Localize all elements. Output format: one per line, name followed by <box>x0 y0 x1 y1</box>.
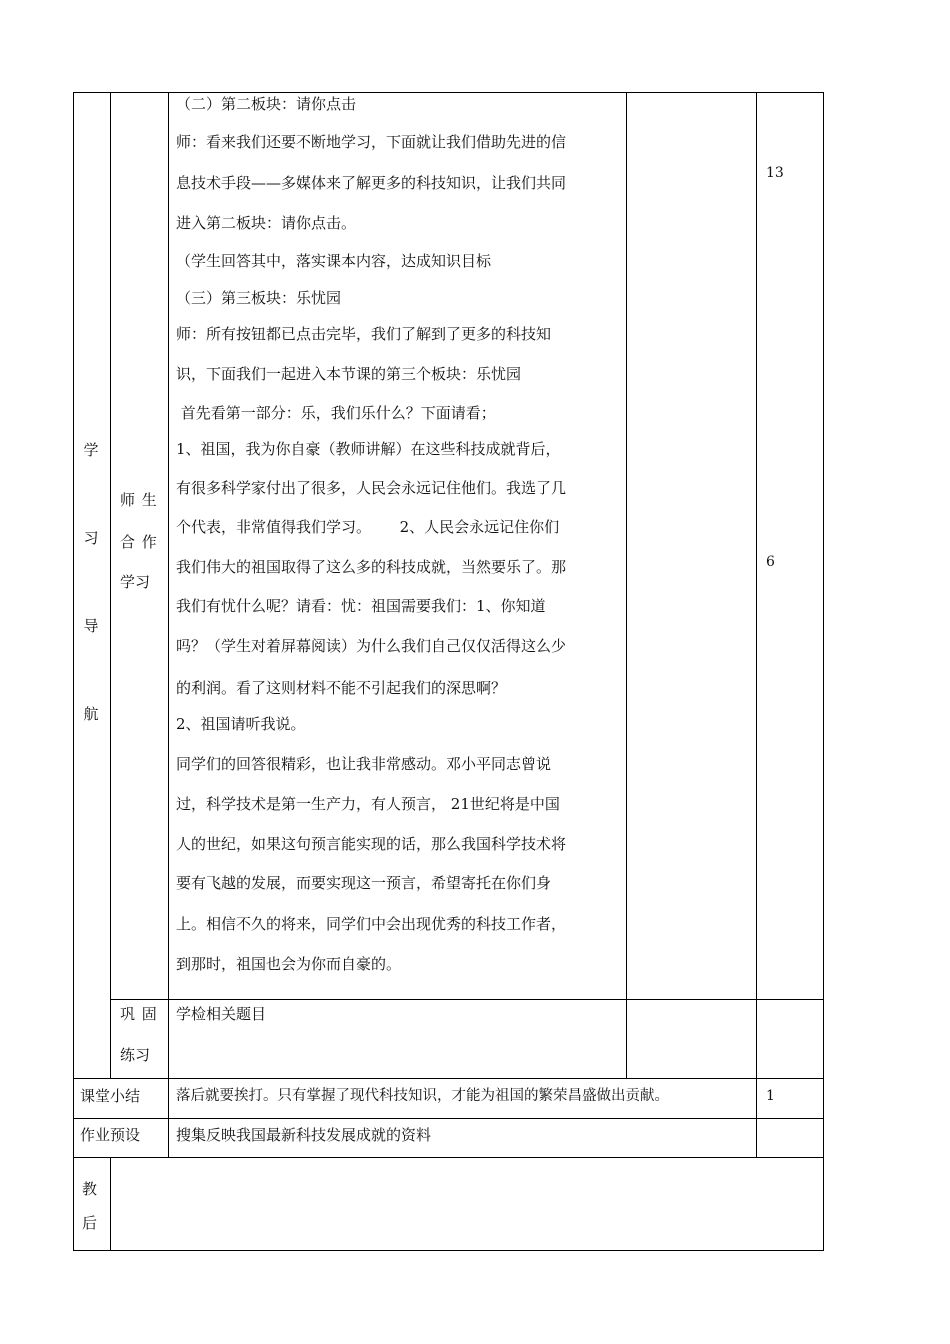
summary-label: 课堂小结 <box>80 1087 141 1105</box>
col-divider-1 <box>110 92 111 1079</box>
reflection-label-line-1: 教 <box>82 1180 98 1198</box>
main-section-label <box>81 440 101 724</box>
col-divider-3 <box>626 92 627 1079</box>
time-value-6: 6 <box>766 554 775 570</box>
coop-line: 有很多科学家付出了很多，人民会永远记住他们。我选了几 <box>176 479 567 497</box>
coop-line: 同学们的回答很精彩，也让我非常感动。邓小平同志曾说 <box>176 755 552 773</box>
coop-label-line-3: 学习 <box>120 573 151 591</box>
coop-line: 个代表，非常值得我们学习。 2、人民会永远记住你们 <box>176 518 560 536</box>
row-divider-practice-top <box>110 999 824 1000</box>
coop-line: 进入第二板块：请你点击。 <box>176 214 357 232</box>
coop-label-line-2: 合 作 <box>120 533 158 551</box>
main-section-char-2: 习 <box>83 529 99 547</box>
coop-line: 到那时，祖国也会为你而自豪的。 <box>176 955 402 973</box>
coop-line: 过，科学技术是第一生产力，有人预言， 21世纪将是中国 <box>176 795 560 813</box>
summary-content: 落后就要挨打。只有掌握了现代科技知识，才能为祖国的繁荣昌盛做出贡献。 <box>176 1088 669 1104</box>
practice-label-line-2: 练习 <box>120 1046 151 1064</box>
coop-line: 我们伟大的祖国取得了这么多的科技成就，当然要乐了。那 <box>176 558 567 576</box>
practice-content: 学检相关题目 <box>176 1005 267 1023</box>
coop-line: （学生回答其中，落实课本内容，达成知识目标 <box>176 252 492 270</box>
main-section-char-4: 航 <box>83 705 99 723</box>
practice-label-line-1: 巩 固 <box>120 1005 158 1023</box>
coop-line: 首先看第一部分：乐，我们乐什么？下面请看； <box>176 404 496 422</box>
coop-line: 我们有忧什么呢？请看：忧：祖国需要我们：1、你知道 <box>176 597 546 615</box>
coop-line: （三）第三板块：乐忧园 <box>176 289 342 307</box>
homework-content: 搜集反映我国最新科技发展成就的资料 <box>176 1126 432 1144</box>
table-border-left <box>73 92 74 1251</box>
time-value-13: 13 <box>766 165 784 181</box>
coop-line: 师：所有按钮都已点击完毕，我们了解到了更多的科技知 <box>176 325 552 343</box>
table-border-top <box>73 92 824 93</box>
coop-line: 息技术手段——多媒体来了解更多的科技知识，让我们共同 <box>176 174 567 192</box>
main-section-char-1: 学 <box>83 441 99 459</box>
col-divider-2 <box>168 92 169 1158</box>
homework-label: 作业预设 <box>80 1126 141 1144</box>
table-border-bottom <box>73 1250 824 1251</box>
col-divider-1b <box>110 1157 111 1251</box>
coop-line: （二）第二板块：请你点击 <box>176 95 357 113</box>
coop-line: 吗？（学生对着屏幕阅读）为什么我们自己仅仅活得这么少 <box>176 637 567 655</box>
coop-line: 要有飞越的发展，而要实现这一预言，希望寄托在你们身 <box>176 874 552 892</box>
row-divider-reflection-top <box>73 1157 824 1158</box>
row-divider-summary-top <box>73 1078 824 1079</box>
row-divider-homework-top <box>73 1118 824 1119</box>
summary-time: 1 <box>766 1088 775 1104</box>
coop-line: 师：看来我们还要不断地学习，下面就让我们借助先进的信 <box>176 133 567 151</box>
coop-line: 2、祖国请听我说。 <box>176 715 306 733</box>
main-section-char-3: 导 <box>83 617 99 635</box>
coop-line: 上。相信不久的将来，同学们中会出现优秀的科技工作者， <box>176 915 567 933</box>
coop-line: 的利润。看了这则材料不能不引起我们的深思啊？ <box>176 679 507 697</box>
coop-line: 人的世纪，如果这句预言能实现的话，那么我国科学技术将 <box>176 835 567 853</box>
coop-line: 1、祖国，我为你自豪（教师讲解）在这些科技成就背后， <box>176 440 561 458</box>
coop-label-line-1: 师 生 <box>120 491 158 509</box>
col-divider-4 <box>756 92 757 1158</box>
reflection-label-line-2: 后 <box>82 1214 98 1232</box>
coop-line: 识，下面我们一起进入本节课的第三个板块：乐忧园 <box>176 365 522 383</box>
table-border-right <box>823 92 824 1251</box>
